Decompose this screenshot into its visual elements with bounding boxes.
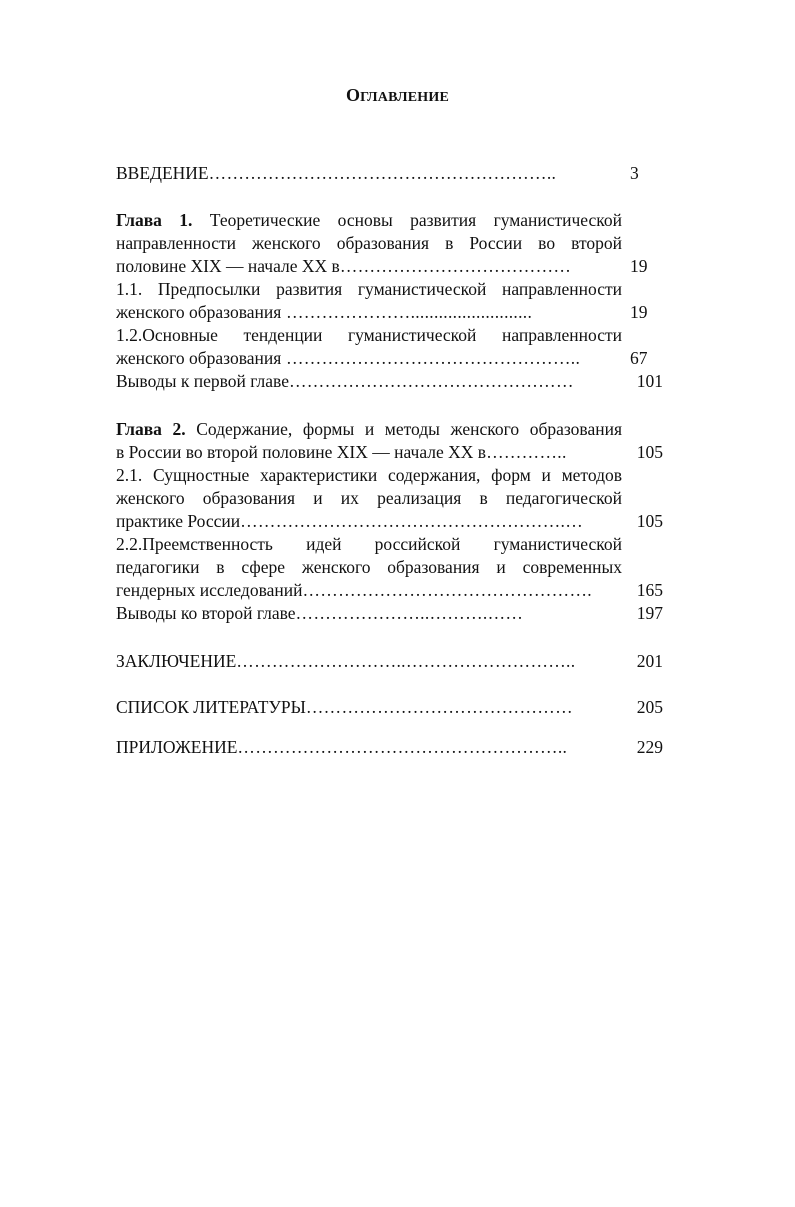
entry-title-line1: 2.2.Преемственность идей российской гуманистической (116, 534, 622, 554)
toc-entry-conclusion[interactable] (116, 650, 663, 673)
page-number: 201 (636, 651, 663, 671)
toc-entry-section-2-1[interactable] (116, 464, 663, 533)
page-number: 67 (630, 348, 648, 368)
dot-leader: ………………….......................... (281, 302, 533, 322)
toc-entry-chapter-2[interactable] (116, 418, 663, 464)
entry-title-line2: педагогики в сфере женского образования и современных (116, 557, 622, 577)
entry-title: ЗАКЛЮЧЕНИЕ (116, 651, 237, 671)
dot-leader: …………………………………………. (302, 580, 592, 600)
dot-leader: …………………..……….…… (295, 603, 524, 623)
entry-title: ПРИЛОЖЕНИЕ (116, 737, 238, 757)
entry-title-line1: 2.1. Сущностные характеристики содержания, форм и методов (116, 465, 622, 485)
entry-title-line1: Содержание, формы и методы женского образования (196, 419, 622, 439)
toc-entry-literature[interactable] (116, 696, 663, 719)
page-number: 229 (636, 737, 663, 757)
entry-title-line1: 1.2.Основные тенденции гуманистической направленности (116, 325, 622, 345)
toc-entry-conclusions-1[interactable] (116, 370, 663, 393)
entry-title-line1: Теоретические основы развития гуманистической (209, 210, 622, 230)
page-number: 19 (630, 302, 648, 322)
entry-title: Выводы ко второй главе (116, 603, 296, 623)
toc-entry-section-2-2[interactable] (116, 533, 663, 602)
entry-title-line3: гендерных исследований (116, 580, 303, 600)
chapter-label: Глава 1. (116, 210, 193, 230)
page-number: 205 (636, 697, 663, 717)
chapter-label: Глава 2. (116, 419, 186, 439)
dot-leader: ……………………………………… (305, 697, 573, 717)
toc-entry-conclusions-2[interactable] (116, 602, 663, 625)
dot-leader: ……………………………………………….… (240, 511, 583, 531)
entry-title-line1: 1.1. Предпосылки развития гуманистической направленности (116, 279, 622, 299)
toc-entry-chapter-1[interactable] (116, 209, 663, 278)
dot-leader: ………………………………………………….. (208, 163, 557, 183)
toc-heading: ОГЛАВЛЕНИЕ (345, 85, 450, 105)
entry-title-line2: в России во второй половине XIX — начале XX в (116, 442, 487, 462)
entry-title: СПИСОК ЛИТЕРАТУРЫ (116, 697, 306, 717)
entry-title: Выводы к первой главе (116, 371, 289, 391)
dot-leader: ………………………..……………………….. (236, 651, 576, 671)
toc-entry-intro[interactable] (116, 162, 663, 185)
entry-title: ВВЕДЕНИЕ (116, 163, 209, 183)
toc-entry-section-1-2[interactable] (116, 324, 663, 370)
page-number: 165 (636, 580, 663, 600)
dot-leader: ………………………………………….. (281, 348, 581, 368)
page-number: 105 (636, 442, 663, 462)
dot-leader: ………………………………………… (288, 371, 574, 391)
dot-leader: ………………………………… (339, 256, 572, 276)
page-number: 19 (630, 256, 648, 276)
toc-entry-section-1-1[interactable] (116, 278, 663, 324)
entry-title-line3: половине XIX — начале XX в (116, 256, 340, 276)
page-number: 101 (636, 371, 663, 391)
page-number: 3 (630, 163, 639, 183)
page-number: 105 (636, 511, 663, 531)
entry-title-line2: женского образования (116, 302, 282, 322)
entry-title-line2: женского образования (116, 348, 282, 368)
entry-title-line2: женского образования и их реализация в педагогической (116, 488, 622, 508)
entry-title-line3: практике России (116, 511, 241, 531)
dot-leader: ……………………………………………….. (237, 737, 568, 757)
dot-leader: ………….. (486, 442, 567, 462)
toc-entry-appendix[interactable] (116, 736, 663, 759)
page-number: 197 (636, 603, 663, 623)
entry-title-line2: направленности женского образования в России во второй (116, 233, 622, 253)
